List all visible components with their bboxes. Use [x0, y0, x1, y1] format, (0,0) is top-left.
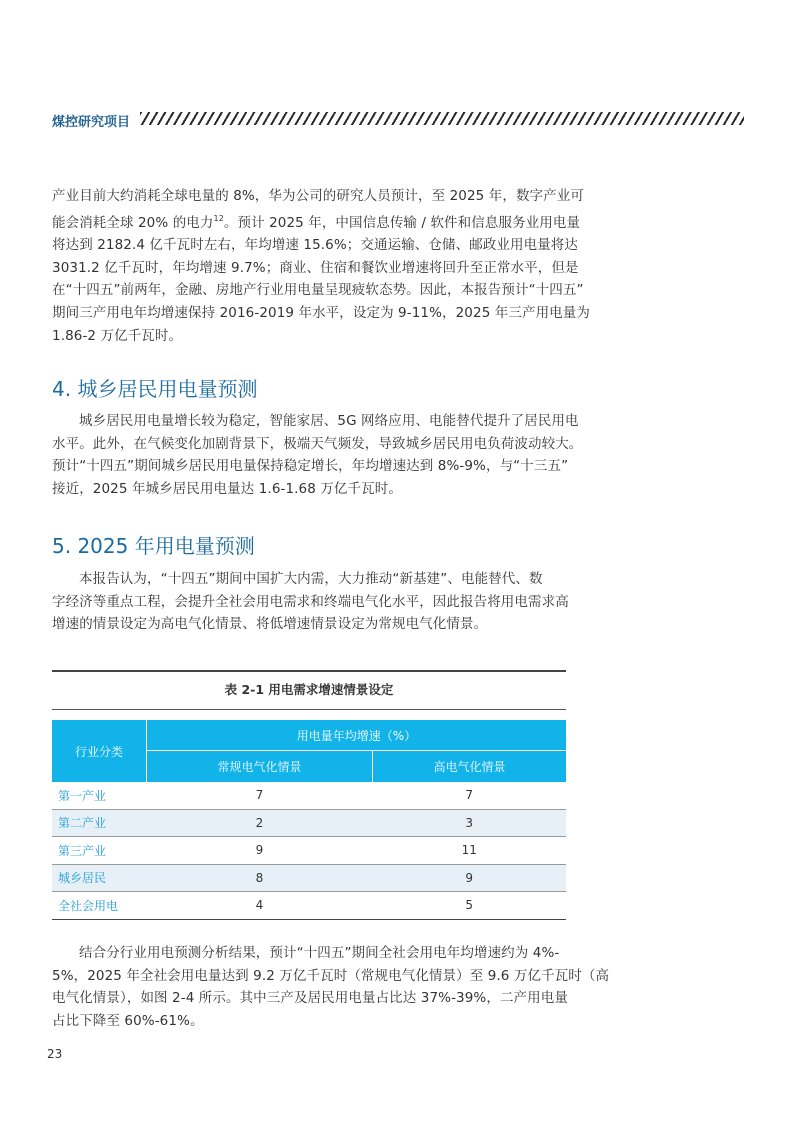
high-scenario-header: 高电气化情景 [372, 751, 566, 783]
table-row [52, 864, 566, 892]
text-line: 结合分行业用电预测分析结果，预计“十四五”期间全社会用电年均增速约为 4%- [79, 945, 560, 961]
growth-rate-header: 用电量年均增速（%） [147, 720, 567, 751]
running-header-title: 煤控研究项目 [52, 115, 131, 130]
intro-paragraph [52, 185, 590, 347]
text-line: 期间三产用电年均增速保持 2016-2019 年水平，设定为 9-11%，2025 年三产用电量为 [52, 304, 590, 321]
footnote-marker: 12 [213, 213, 224, 223]
section-5-heading: 5. 2025 年用电量预测 [52, 534, 255, 558]
text-line: 3031.2 亿千瓦时，年均增速 9.7%；商业、住宿和餐饮业增速将回升至正常水平，但是 [52, 259, 579, 276]
text-line: 增速的情景设定为高电气化情景、将低增速情景设定为常规电气化情景。 [52, 616, 488, 633]
row-name: 第二产业 [52, 809, 147, 837]
high-value: 3 [372, 809, 566, 837]
row-name: 城乡居民 [52, 864, 147, 892]
conclusion-paragraph [52, 942, 610, 1032]
normal-value: 4 [147, 892, 373, 920]
section-5-paragraph [52, 568, 572, 636]
row-name: 全社会用电 [52, 892, 147, 920]
table-row [52, 809, 566, 837]
text-line: 5%，2025 年全社会用电量达到 9.2 万亿千瓦时（常规电气化情景）至 9.6 万亿千瓦时（高 [52, 967, 610, 984]
text-line: 电气化情景），如图 2-4 所示。其中三产及居民用电量占比达 37%-39%，二产用电量 [52, 990, 568, 1007]
text-line: 城乡居民用电量增长较为稳定，智能家居、5G 网络应用、电能替代提升了居民用电 [79, 413, 579, 429]
table-top-rule [52, 670, 566, 672]
text-line: 产业目前大约消耗全球电量的 8%，华为公司的研究人员预计，至 2025 年，数字产业可 [52, 188, 584, 204]
section-4-heading: 4. 城乡居民用电量预测 [52, 377, 258, 401]
page-number: 23 [47, 1047, 63, 1061]
text-line [52, 208, 581, 235]
text-line: 1.86-2 万亿千瓦时。 [52, 327, 183, 344]
text-line: 占比下降至 60%-61%。 [52, 1012, 204, 1029]
normal-value: 9 [147, 837, 373, 865]
high-value: 11 [372, 837, 566, 865]
text-line: 将达到 2182.4 亿千瓦时左右，年均增速 15.6%；交通运输、仓储、邮政业用电量将达 [52, 237, 578, 254]
table-caption: 表 2-1 用电需求增速情景设定 [224, 682, 394, 697]
high-value: 7 [372, 782, 566, 809]
text-line: 本报告认为，“十四五”期间中国扩大内需，大力推动“新基建”、电能替代、数 [79, 571, 543, 587]
text-line: 接近，2025 年城乡居民用电量达 1.6-1.68 万亿千瓦时。 [52, 480, 402, 497]
header-decorative-stripes [140, 112, 744, 125]
table-caption-rule [52, 709, 566, 710]
section-4-paragraph [52, 410, 583, 500]
table-row [52, 892, 566, 920]
normal-value: 2 [147, 809, 373, 837]
growth-scenario-table [52, 720, 566, 920]
text-line: 在“十四五”前两年，金融、房地产行业用电量呈现疲软态势。因此，本报告预计“十四五” [52, 282, 584, 299]
text-line: 字经济等重点工程，会提升全社会用电需求和终端电气化水平，因此报告将用电需求高 [52, 593, 569, 610]
text-line: 水平。此外，在气候变化加剧背景下，极端天气频发，导致城乡居民用电负荷波动较大。 [52, 435, 583, 452]
normal-scenario-header: 常规电气化情景 [147, 751, 373, 783]
text-fragment: 。预计 2025 年，中国信息传输 / 软件和信息服务业用电量 [223, 214, 581, 231]
high-value: 5 [372, 892, 566, 920]
normal-value: 7 [147, 782, 373, 809]
row-name: 第三产业 [52, 837, 147, 865]
normal-value: 8 [147, 864, 373, 892]
table-row [52, 782, 566, 809]
high-value: 9 [372, 864, 566, 892]
text-fragment: 能会消耗全球 20% 的电力 [52, 214, 214, 231]
text-line: 预计“十四五”期间城乡居民用电量保持稳定增长，年均增速达到 8%-9%，与“十三五” [52, 458, 569, 475]
category-header: 行业分类 [52, 720, 147, 782]
table-row [52, 837, 566, 865]
row-name: 第一产业 [52, 782, 147, 809]
